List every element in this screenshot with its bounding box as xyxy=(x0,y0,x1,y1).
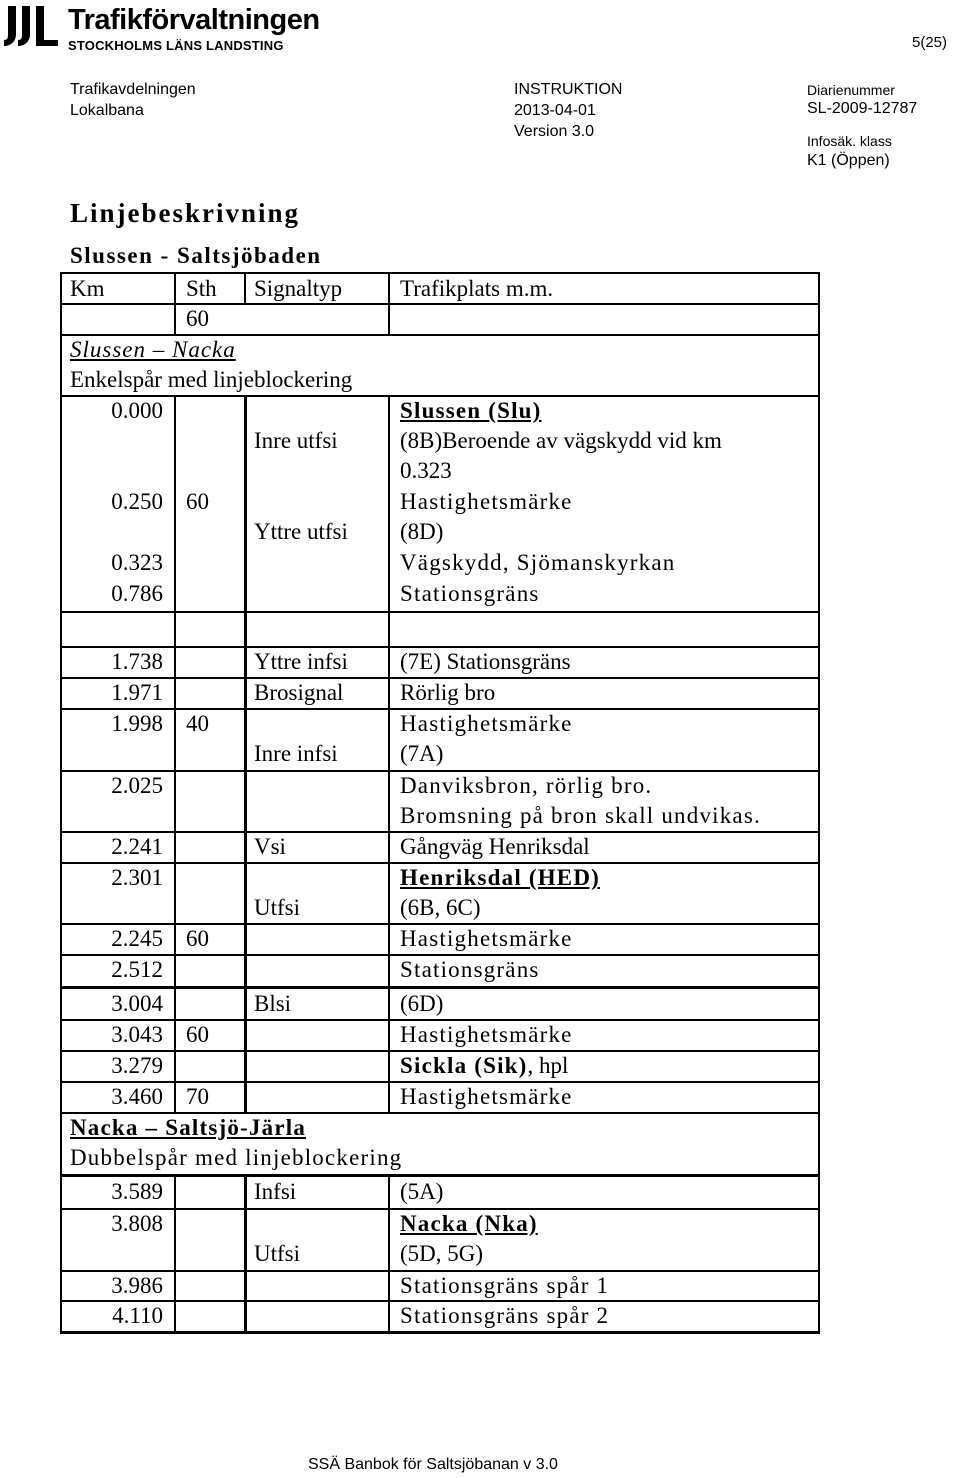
signal-cell: Utfsi xyxy=(254,1241,300,1266)
km-cell: 2.245 xyxy=(111,926,163,951)
sth-cell: 60 xyxy=(186,1022,209,1047)
org-subtitle: STOCKHOLMS LÄNS LANDSTING xyxy=(68,38,284,53)
km-cell: 3.460 xyxy=(111,1084,163,1109)
header-trafikplats: Trafikplats m.m. xyxy=(400,276,554,301)
doc-version: Version 3.0 xyxy=(514,123,595,140)
sth-cell: 70 xyxy=(186,1084,209,1109)
sth-cell: 60 xyxy=(186,926,209,951)
section-heading: Enkelspår med linjeblockering xyxy=(70,367,353,392)
km-cell: 0.323 xyxy=(111,550,163,575)
table-cell: Hastighetsmärke xyxy=(400,489,573,514)
km-cell: 3.043 xyxy=(111,1022,163,1047)
km-cell: 1.971 xyxy=(111,680,163,705)
diary-label: Diarienummer xyxy=(807,82,895,98)
table-cell: Hastighetsmärke xyxy=(400,711,573,736)
km-cell: 3.004 xyxy=(111,991,163,1016)
table-cell: (6D) xyxy=(400,991,444,1016)
km-cell: 0.250 xyxy=(111,489,163,514)
table-cell: (5D, 5G) xyxy=(400,1241,484,1266)
signal-cell: Blsi xyxy=(254,991,292,1016)
department: Trafikavdelningen xyxy=(70,81,196,98)
km-cell: 3.589 xyxy=(111,1179,163,1204)
table-cell: Hastighetsmärke xyxy=(400,1084,573,1109)
table-cell: Stationsgräns xyxy=(400,957,540,982)
header-signaltyp: Signaltyp xyxy=(254,276,343,301)
km-cell: 2.301 xyxy=(111,865,163,890)
table-cell: Stationsgräns spår 2 xyxy=(400,1303,610,1328)
table-cell: Danviksbron, rörlig bro. xyxy=(400,773,653,798)
km-cell: 2.512 xyxy=(111,957,163,982)
km-cell: 3.808 xyxy=(111,1211,163,1236)
doc-date: 2013-04-01 xyxy=(514,102,596,119)
table-cell xyxy=(400,1051,568,1081)
station-name: Henriksdal (HED) xyxy=(400,865,601,890)
header-km: Km xyxy=(70,276,105,301)
table-cell: 0.323 xyxy=(400,458,452,483)
table-cell: (7E) Stationsgräns xyxy=(400,649,571,674)
table-cell: Bromsning på bron skall undvikas. xyxy=(400,803,761,828)
table-cell: (5A) xyxy=(400,1179,444,1204)
table-cell: Hastighetsmärke xyxy=(400,1022,573,1047)
diary-number: SL-2009-12787 xyxy=(807,100,918,117)
security-label: Infosäk. klass xyxy=(807,133,892,149)
section-heading: Dubbelspår med linjeblockering xyxy=(70,1145,403,1170)
km-cell: 4.110 xyxy=(112,1303,163,1328)
km-cell: 3.279 xyxy=(111,1053,163,1078)
km-cell: 1.738 xyxy=(111,649,163,674)
page-number: 5(25) xyxy=(912,34,948,51)
km-cell: 2.241 xyxy=(111,834,163,859)
table-cell: (7A) xyxy=(400,741,444,766)
sth-cell: 60 xyxy=(186,489,209,514)
signal-cell: Infsi xyxy=(254,1179,297,1204)
table-cell: (8B)Beroende av vägskydd vid km xyxy=(400,428,722,453)
km-cell: 0.000 xyxy=(111,398,163,423)
signal-cell: Inre utfsi xyxy=(254,428,338,453)
table-cell: (8D) xyxy=(400,519,444,544)
station-name: Sickla (Sik) xyxy=(400,1053,528,1078)
table-cell: Vägskydd, Sjömanskyrkan xyxy=(400,550,676,575)
signal-cell: Yttre infsi xyxy=(254,649,348,674)
station-name: Nacka (Nka) xyxy=(400,1211,538,1236)
org-name: Trafikförvaltningen xyxy=(68,4,320,36)
security-class: K1 (Öppen) xyxy=(807,152,890,169)
table-cell: Rörlig bro xyxy=(400,680,496,705)
section-heading: Nacka – Saltsjö-Järla xyxy=(70,1115,307,1140)
line-description-table xyxy=(60,272,820,1334)
km-cell: 2.025 xyxy=(111,773,163,798)
signal-cell: Brosignal xyxy=(254,680,344,705)
line-title: Slussen - Saltsjöbaden xyxy=(70,243,322,268)
station-suffix: , hpl xyxy=(527,1053,569,1078)
sl-logo-icon xyxy=(4,4,60,50)
table-cell: (6B, 6C) xyxy=(400,895,481,920)
km-cell: 0.786 xyxy=(111,581,163,606)
table-cell: Gångväg Henriksdal xyxy=(400,834,590,859)
km-cell: 3.986 xyxy=(111,1273,163,1298)
table-cell: Stationsgräns spår 1 xyxy=(400,1273,610,1298)
table-cell: Hastighetsmärke xyxy=(400,926,573,951)
station-name: Slussen (Slu) xyxy=(400,398,542,423)
doc-type: INSTRUKTION xyxy=(514,81,623,98)
table-cell: Stationsgräns xyxy=(400,581,540,606)
footer: SSÄ Banbok för Saltsjöbanan v 3.0 xyxy=(308,1456,558,1473)
signal-cell: Utfsi xyxy=(254,895,300,920)
page-title: Linjebeskrivning xyxy=(70,198,301,228)
header-sth: Sth xyxy=(186,276,217,301)
unit: Lokalbana xyxy=(70,102,144,119)
table-cell: 60 xyxy=(186,306,209,331)
signal-cell: Inre infsi xyxy=(254,741,338,766)
section-heading: Slussen – Nacka xyxy=(70,337,236,362)
signal-cell: Yttre utfsi xyxy=(254,519,348,544)
km-cell: 1.998 xyxy=(111,711,163,736)
signal-cell: Vsi xyxy=(254,834,286,859)
sth-cell: 40 xyxy=(186,711,209,736)
